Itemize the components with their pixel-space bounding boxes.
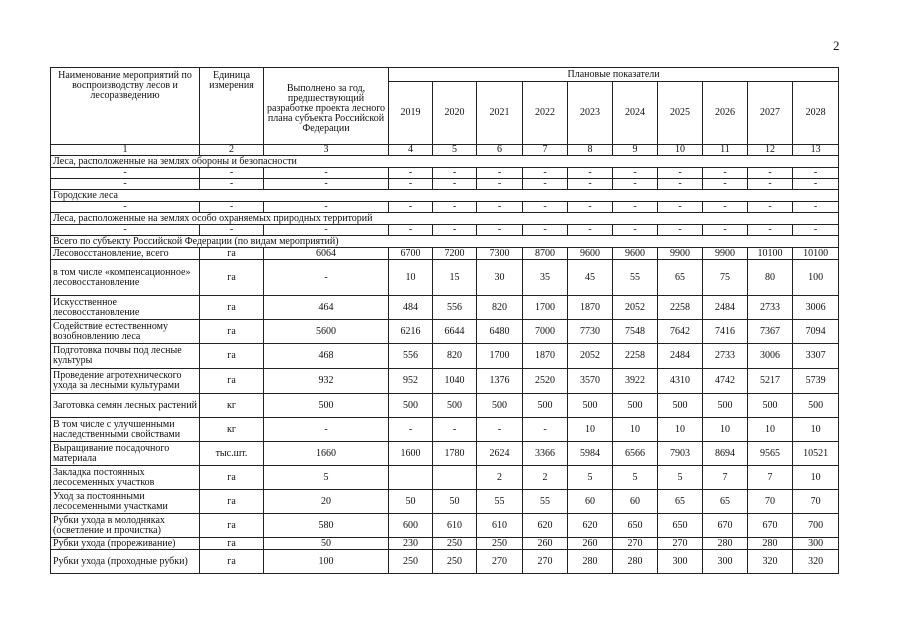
activity-name: Уход за постоянными лесосеменными участками <box>51 490 200 514</box>
year-value: 5 <box>613 466 658 490</box>
year-value: 70 <box>748 490 793 514</box>
dash-cell: - <box>51 168 200 179</box>
year-value: 6644 <box>433 320 477 344</box>
dash-cell: - <box>748 202 793 213</box>
dash-cell: - <box>477 179 523 190</box>
unit-cell: га <box>200 490 264 514</box>
year-value: 5984 <box>568 442 613 466</box>
year-value: 10 <box>389 260 433 296</box>
year-value: 10 <box>793 418 839 442</box>
activity-name: в том числе «компенсационное» лесовосстановление <box>51 260 200 296</box>
activity-name: Рубки ухода (проходные рубки) <box>51 550 200 574</box>
unit-cell: га <box>200 466 264 490</box>
table-row <box>51 369 839 394</box>
dash-cell: - <box>264 225 389 236</box>
year-value: 320 <box>793 550 839 574</box>
dash-cell: - <box>793 179 839 190</box>
dash-cell: - <box>389 202 433 213</box>
year-value: 60 <box>613 490 658 514</box>
previous-year-value: 6064 <box>264 248 389 260</box>
table-row <box>51 260 839 296</box>
year-value: - <box>477 418 523 442</box>
year-value <box>433 466 477 490</box>
previous-year-value: 932 <box>264 369 389 394</box>
dash-cell: - <box>568 225 613 236</box>
year-value: 1780 <box>433 442 477 466</box>
year-value: 45 <box>568 260 613 296</box>
year-value: 10 <box>793 466 839 490</box>
year-value: 80 <box>748 260 793 296</box>
dash-cell: - <box>793 202 839 213</box>
unit-cell: га <box>200 369 264 394</box>
year-value: 820 <box>477 296 523 320</box>
year-value: 2 <box>523 466 568 490</box>
previous-year-value: 50 <box>264 538 389 550</box>
dash-cell: - <box>658 179 703 190</box>
year-value: - <box>523 418 568 442</box>
unit-cell: га <box>200 344 264 369</box>
dash-cell: - <box>433 179 477 190</box>
section-title: Леса, расположенные на землях особо охраняемых природных территорий <box>51 213 839 225</box>
year-value: 10100 <box>793 248 839 260</box>
year-value: 300 <box>658 550 703 574</box>
column-number: 13 <box>793 145 839 156</box>
table-row <box>51 344 839 369</box>
dash-cell: - <box>613 179 658 190</box>
year-value: 610 <box>433 514 477 538</box>
year-value: 3366 <box>523 442 568 466</box>
year-value: 610 <box>477 514 523 538</box>
activity-name: Рубки ухода в молодняках (осветление и прочистка) <box>51 514 200 538</box>
year-value: 1600 <box>389 442 433 466</box>
year-value: 620 <box>568 514 613 538</box>
dash-cell: - <box>200 225 264 236</box>
unit-cell: кг <box>200 394 264 418</box>
empty-data-row <box>51 168 839 179</box>
year-value: 7730 <box>568 320 613 344</box>
year-value: 5739 <box>793 369 839 394</box>
dash-cell: - <box>658 225 703 236</box>
year-value: 670 <box>748 514 793 538</box>
year-value: 5 <box>568 466 613 490</box>
year-value: 10 <box>613 418 658 442</box>
unit-cell: тыс.шт. <box>200 442 264 466</box>
column-number: 3 <box>264 145 389 156</box>
dash-cell: - <box>748 225 793 236</box>
year-value: 250 <box>389 550 433 574</box>
year-value: 7094 <box>793 320 839 344</box>
unit-cell: га <box>200 538 264 550</box>
year-value: 1870 <box>523 344 568 369</box>
year-value: 500 <box>523 394 568 418</box>
dash-cell: - <box>613 168 658 179</box>
section-row <box>51 156 839 168</box>
year-value: 1700 <box>523 296 568 320</box>
year-value: 9900 <box>703 248 748 260</box>
year-value: 500 <box>477 394 523 418</box>
year-value: 320 <box>748 550 793 574</box>
previous-year-value: - <box>264 260 389 296</box>
previous-year-value: 5600 <box>264 320 389 344</box>
dash-cell: - <box>200 179 264 190</box>
year-value: 2484 <box>658 344 703 369</box>
year-value: 30 <box>477 260 523 296</box>
year-value: 260 <box>568 538 613 550</box>
column-number: 1 <box>51 145 200 156</box>
dash-cell: - <box>568 179 613 190</box>
year-value: 9565 <box>748 442 793 466</box>
year-value: 10 <box>748 418 793 442</box>
empty-data-row <box>51 179 839 190</box>
empty-data-row <box>51 225 839 236</box>
unit-cell: га <box>200 260 264 296</box>
header-year: 2023 <box>568 82 613 145</box>
year-value: 7300 <box>477 248 523 260</box>
year-value: 10521 <box>793 442 839 466</box>
dash-cell: - <box>568 168 613 179</box>
year-value: 280 <box>748 538 793 550</box>
year-value: 1870 <box>568 296 613 320</box>
year-value: 620 <box>523 514 568 538</box>
activity-name: Заготовка семян лесных растений <box>51 394 200 418</box>
dash-cell: - <box>433 168 477 179</box>
dash-cell: - <box>703 168 748 179</box>
year-value: 6480 <box>477 320 523 344</box>
dash-cell: - <box>51 202 200 213</box>
unit-cell: га <box>200 296 264 320</box>
year-value: 55 <box>613 260 658 296</box>
year-value: 3922 <box>613 369 658 394</box>
unit-cell: кг <box>200 418 264 442</box>
dash-cell: - <box>389 225 433 236</box>
dash-cell: - <box>433 225 477 236</box>
activity-name: Подготовка почвы под лесные культуры <box>51 344 200 369</box>
activity-name: Рубки ухода (прореживание) <box>51 538 200 550</box>
header-year: 2021 <box>477 82 523 145</box>
year-value: 500 <box>748 394 793 418</box>
year-value: 280 <box>568 550 613 574</box>
year-value: 250 <box>477 538 523 550</box>
year-value: 9600 <box>613 248 658 260</box>
previous-year-value: 500 <box>264 394 389 418</box>
page-number: 2 <box>833 38 840 53</box>
column-number: 4 <box>389 145 433 156</box>
year-value: 250 <box>433 550 477 574</box>
year-value: 3307 <box>793 344 839 369</box>
previous-year-value: 100 <box>264 550 389 574</box>
activity-name: В том числе с улучшенными наследственными свойствами <box>51 418 200 442</box>
year-value: 35 <box>523 260 568 296</box>
year-value: 952 <box>389 369 433 394</box>
unit-cell: га <box>200 248 264 260</box>
dash-cell: - <box>523 225 568 236</box>
year-value: 5217 <box>748 369 793 394</box>
section-title: Леса, расположенные на землях обороны и безопасности <box>51 156 839 168</box>
dash-cell: - <box>703 225 748 236</box>
year-value: 5 <box>658 466 703 490</box>
table-row <box>51 490 839 514</box>
unit-cell: га <box>200 550 264 574</box>
year-value: 55 <box>477 490 523 514</box>
year-value: 2258 <box>613 344 658 369</box>
column-number: 7 <box>523 145 568 156</box>
year-value: 7 <box>703 466 748 490</box>
year-value: 6566 <box>613 442 658 466</box>
year-value: 7416 <box>703 320 748 344</box>
year-value: 484 <box>389 296 433 320</box>
dash-cell: - <box>613 202 658 213</box>
year-value: 2733 <box>703 344 748 369</box>
header-year: 2025 <box>658 82 703 145</box>
year-value: 7000 <box>523 320 568 344</box>
dash-cell: - <box>264 179 389 190</box>
year-value: 2052 <box>568 344 613 369</box>
year-value: 1700 <box>477 344 523 369</box>
column-number: 2 <box>200 145 264 156</box>
year-value: 2484 <box>703 296 748 320</box>
year-value: 280 <box>703 538 748 550</box>
table-row <box>51 320 839 344</box>
dash-cell: - <box>264 202 389 213</box>
year-value: 556 <box>389 344 433 369</box>
year-value: 820 <box>433 344 477 369</box>
year-value: 4310 <box>658 369 703 394</box>
table-row <box>51 550 839 574</box>
dash-cell: - <box>433 202 477 213</box>
year-value: 2520 <box>523 369 568 394</box>
dash-cell: - <box>264 168 389 179</box>
year-value: 15 <box>433 260 477 296</box>
year-value: 500 <box>389 394 433 418</box>
previous-year-value: 1660 <box>264 442 389 466</box>
table-row <box>51 466 839 490</box>
year-value: 500 <box>613 394 658 418</box>
year-value: - <box>389 418 433 442</box>
activity-name: Искусственное лесовосстановление <box>51 296 200 320</box>
column-number: 9 <box>613 145 658 156</box>
dash-cell: - <box>200 202 264 213</box>
activity-name: Проведение агротехнического ухода за лесными культурами <box>51 369 200 394</box>
year-value: 70 <box>793 490 839 514</box>
year-value: 260 <box>523 538 568 550</box>
year-value: 55 <box>523 490 568 514</box>
column-number: 6 <box>477 145 523 156</box>
year-value: 100 <box>793 260 839 296</box>
year-value: 500 <box>793 394 839 418</box>
dash-cell: - <box>477 202 523 213</box>
dash-cell: - <box>477 225 523 236</box>
year-value: 50 <box>389 490 433 514</box>
year-value: 60 <box>568 490 613 514</box>
year-value: 10 <box>658 418 703 442</box>
previous-year-value: 20 <box>264 490 389 514</box>
activity-name: Лесовосстановление, всего <box>51 248 200 260</box>
year-value: 65 <box>658 490 703 514</box>
column-number: 10 <box>658 145 703 156</box>
year-value: 250 <box>433 538 477 550</box>
year-value: 300 <box>703 550 748 574</box>
year-value: 65 <box>658 260 703 296</box>
year-value: 3570 <box>568 369 613 394</box>
year-value: 7 <box>748 466 793 490</box>
header-year: 2027 <box>748 82 793 145</box>
year-value: 700 <box>793 514 839 538</box>
section-row <box>51 190 839 202</box>
section-row <box>51 213 839 225</box>
year-value: 8700 <box>523 248 568 260</box>
year-value: 7548 <box>613 320 658 344</box>
year-value: 280 <box>613 550 658 574</box>
year-value: 2052 <box>613 296 658 320</box>
header-year: 2026 <box>703 82 748 145</box>
activity-name: Содействие естественному возобновлению леса <box>51 320 200 344</box>
dash-cell: - <box>793 225 839 236</box>
column-number: 12 <box>748 145 793 156</box>
year-value: 1040 <box>433 369 477 394</box>
previous-year-value: 580 <box>264 514 389 538</box>
dash-cell: - <box>703 179 748 190</box>
table-row <box>51 514 839 538</box>
year-value: 500 <box>433 394 477 418</box>
year-value: 2 <box>477 466 523 490</box>
year-value: 2258 <box>658 296 703 320</box>
year-value: 230 <box>389 538 433 550</box>
year-value: 7642 <box>658 320 703 344</box>
dash-cell: - <box>568 202 613 213</box>
dash-cell: - <box>389 168 433 179</box>
year-value: 270 <box>477 550 523 574</box>
year-value: 10 <box>703 418 748 442</box>
year-value: 50 <box>433 490 477 514</box>
table-row <box>51 248 839 260</box>
unit-cell: га <box>200 514 264 538</box>
year-value: 7367 <box>748 320 793 344</box>
dash-cell: - <box>200 168 264 179</box>
dash-cell: - <box>51 225 200 236</box>
empty-data-row <box>51 202 839 213</box>
section-row <box>51 236 839 248</box>
unit-cell: га <box>200 320 264 344</box>
dash-cell: - <box>51 179 200 190</box>
header-year: 2022 <box>523 82 568 145</box>
year-value: 500 <box>568 394 613 418</box>
year-value: 75 <box>703 260 748 296</box>
table-row <box>51 296 839 320</box>
header-unit: Единица измерения <box>200 68 264 145</box>
year-value: 600 <box>389 514 433 538</box>
section-title: Городские леса <box>51 190 839 202</box>
year-value: - <box>433 418 477 442</box>
year-value: 8694 <box>703 442 748 466</box>
table-row <box>51 538 839 550</box>
year-value: 300 <box>793 538 839 550</box>
year-value <box>389 466 433 490</box>
header-year: 2019 <box>389 82 433 145</box>
dash-cell: - <box>748 168 793 179</box>
year-value: 270 <box>613 538 658 550</box>
year-value: 2624 <box>477 442 523 466</box>
year-value: 7903 <box>658 442 703 466</box>
year-value: 9900 <box>658 248 703 260</box>
year-value: 6216 <box>389 320 433 344</box>
column-number: 11 <box>703 145 748 156</box>
header-name: Наименование мероприятий по воспроизводству лесов и лесоразведению <box>51 68 200 145</box>
year-value: 2733 <box>748 296 793 320</box>
dash-cell: - <box>523 179 568 190</box>
dash-cell: - <box>658 168 703 179</box>
column-number: 8 <box>568 145 613 156</box>
year-value: 500 <box>703 394 748 418</box>
dash-cell: - <box>523 168 568 179</box>
year-value: 3006 <box>793 296 839 320</box>
section-title: Всего по субъекту Российской Федерации (по видам мероприятий) <box>51 236 839 248</box>
previous-year-value: - <box>264 418 389 442</box>
table-row <box>51 442 839 466</box>
year-value: 500 <box>658 394 703 418</box>
year-value: 650 <box>613 514 658 538</box>
dash-cell: - <box>658 202 703 213</box>
dash-cell: - <box>477 168 523 179</box>
year-value: 9600 <box>568 248 613 260</box>
activity-name: Закладка постоянных лесосеменных участков <box>51 466 200 490</box>
previous-year-value: 464 <box>264 296 389 320</box>
dash-cell: - <box>523 202 568 213</box>
header-year: 2020 <box>433 82 477 145</box>
dash-cell: - <box>748 179 793 190</box>
dash-cell: - <box>613 225 658 236</box>
header-year: 2028 <box>793 82 839 145</box>
year-value: 270 <box>658 538 703 550</box>
year-value: 10 <box>568 418 613 442</box>
year-value: 10100 <box>748 248 793 260</box>
year-value: 270 <box>523 550 568 574</box>
header-year: 2024 <box>613 82 658 145</box>
header-planned: Плановые показатели <box>389 68 839 82</box>
dash-cell: - <box>389 179 433 190</box>
year-value: 7200 <box>433 248 477 260</box>
previous-year-value: 5 <box>264 466 389 490</box>
table-row <box>51 394 839 418</box>
year-value: 670 <box>703 514 748 538</box>
year-value: 6700 <box>389 248 433 260</box>
table-row <box>51 418 839 442</box>
column-number: 5 <box>433 145 477 156</box>
header-done: Выполнено за год, предшествующий разработке проекта лесного плана субъекта Российской Федерации <box>264 68 389 145</box>
activity-name: Выращивание посадочного материала <box>51 442 200 466</box>
year-value: 3006 <box>748 344 793 369</box>
reforestation-table <box>50 67 839 574</box>
year-value: 556 <box>433 296 477 320</box>
year-value: 650 <box>658 514 703 538</box>
previous-year-value: 468 <box>264 344 389 369</box>
dash-cell: - <box>793 168 839 179</box>
year-value: 1376 <box>477 369 523 394</box>
year-value: 65 <box>703 490 748 514</box>
dash-cell: - <box>703 202 748 213</box>
year-value: 4742 <box>703 369 748 394</box>
